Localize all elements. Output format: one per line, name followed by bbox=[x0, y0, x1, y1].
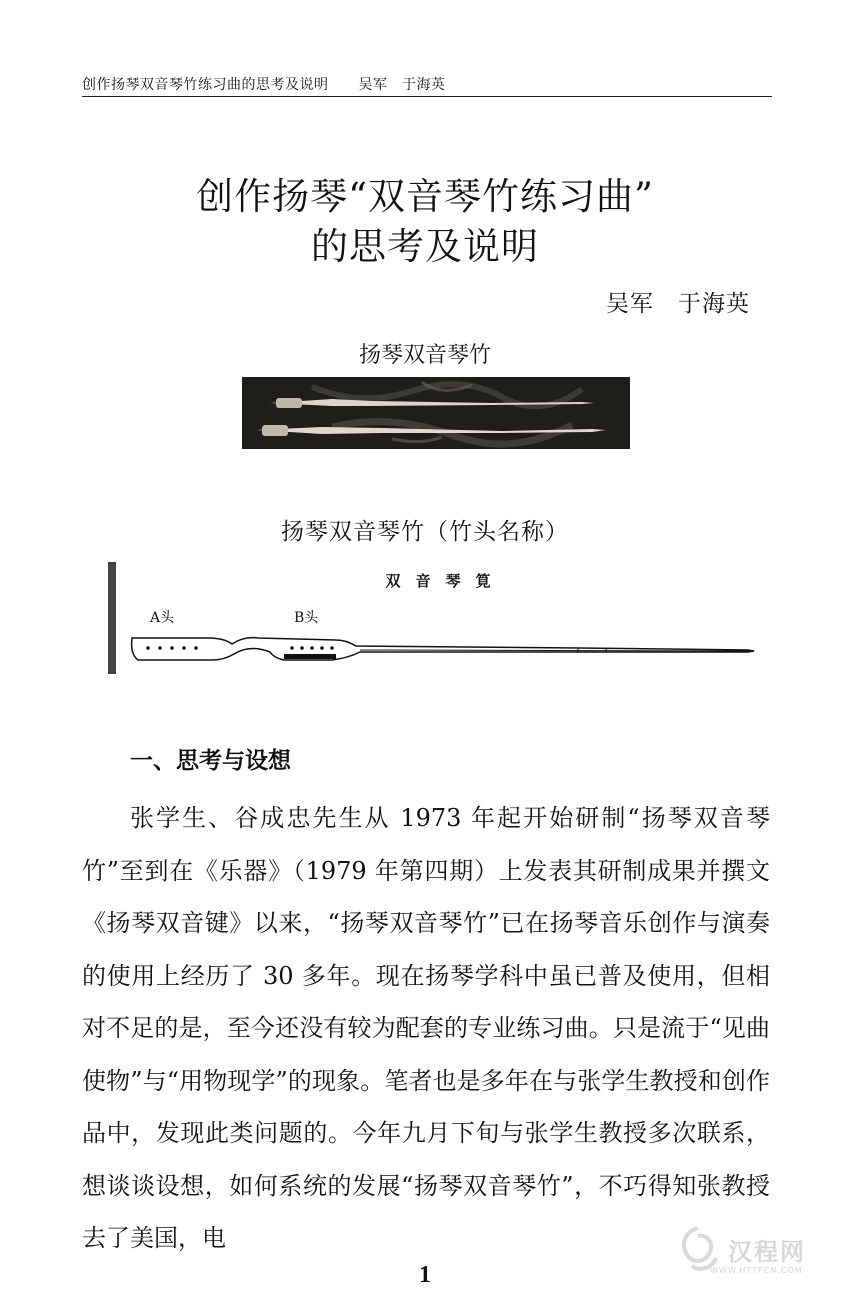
mallet-outline bbox=[132, 638, 754, 660]
label-a-head: A头 bbox=[150, 610, 175, 626]
author-byline: 吴军 于海英 bbox=[606, 291, 750, 317]
mallet-diagram bbox=[108, 562, 764, 674]
head-b-holes bbox=[290, 646, 334, 650]
title-line-1: 创作扬琴“双音琴竹练习曲” bbox=[196, 175, 654, 218]
header-rule bbox=[82, 96, 772, 97]
head-a-holes bbox=[146, 646, 198, 650]
label-b-head: B头 bbox=[294, 610, 319, 626]
figure1-caption: 扬琴双音琴竹 bbox=[358, 343, 491, 368]
watermark-url: WWW.HTTPCN.COM bbox=[710, 1266, 803, 1275]
running-header bbox=[82, 74, 772, 94]
watermark-logo-icon bbox=[684, 1228, 716, 1269]
article-title bbox=[0, 172, 850, 272]
head-b-felt bbox=[284, 654, 336, 659]
diagram-title: 双 音 琴 筧 bbox=[385, 572, 491, 590]
running-header-title: 创作扬琴双音琴竹练习曲的思考及说明 bbox=[82, 77, 329, 93]
figure2-caption: 扬琴双音琴竹（竹头名称） bbox=[281, 519, 569, 545]
section-heading: 一、思考与设想 bbox=[130, 748, 291, 774]
title-line-2: 的思考及说明 bbox=[311, 225, 539, 268]
watermark bbox=[670, 1222, 830, 1282]
running-header-authors: 吴军 于海英 bbox=[358, 77, 446, 93]
mallet-photo bbox=[242, 377, 630, 449]
mallet-shaft-line bbox=[360, 650, 750, 651]
page-number: 1 bbox=[419, 1262, 431, 1288]
body-text bbox=[82, 792, 770, 1265]
watermark-text: 汉程网 bbox=[728, 1238, 806, 1266]
paragraph: 张学生、谷成忠先生从 1973 年起开始研制“扬琴双音琴竹”至到在《乐器》（1979 年第四期）上发表其研制成果并撰文《扬琴双音键》以来，“扬琴双音琴竹”已在扬琴音乐创作与演奏的使用上经历了 30 多年。现在扬琴学科中虽已普及使用，但相对不足的是，至今还没有较为配套的专业练习曲。只是流于“见曲使物”与“用物现学”的现象。笔者也是多年在与张学生教授和创作品中，发现此类问题的。今年九月下旬与张学生教授多次联系，想谈谈设想，如何系统的发展“扬琴双音琴竹”，不巧得知张教授去了美国，电 bbox=[82, 804, 770, 1252]
